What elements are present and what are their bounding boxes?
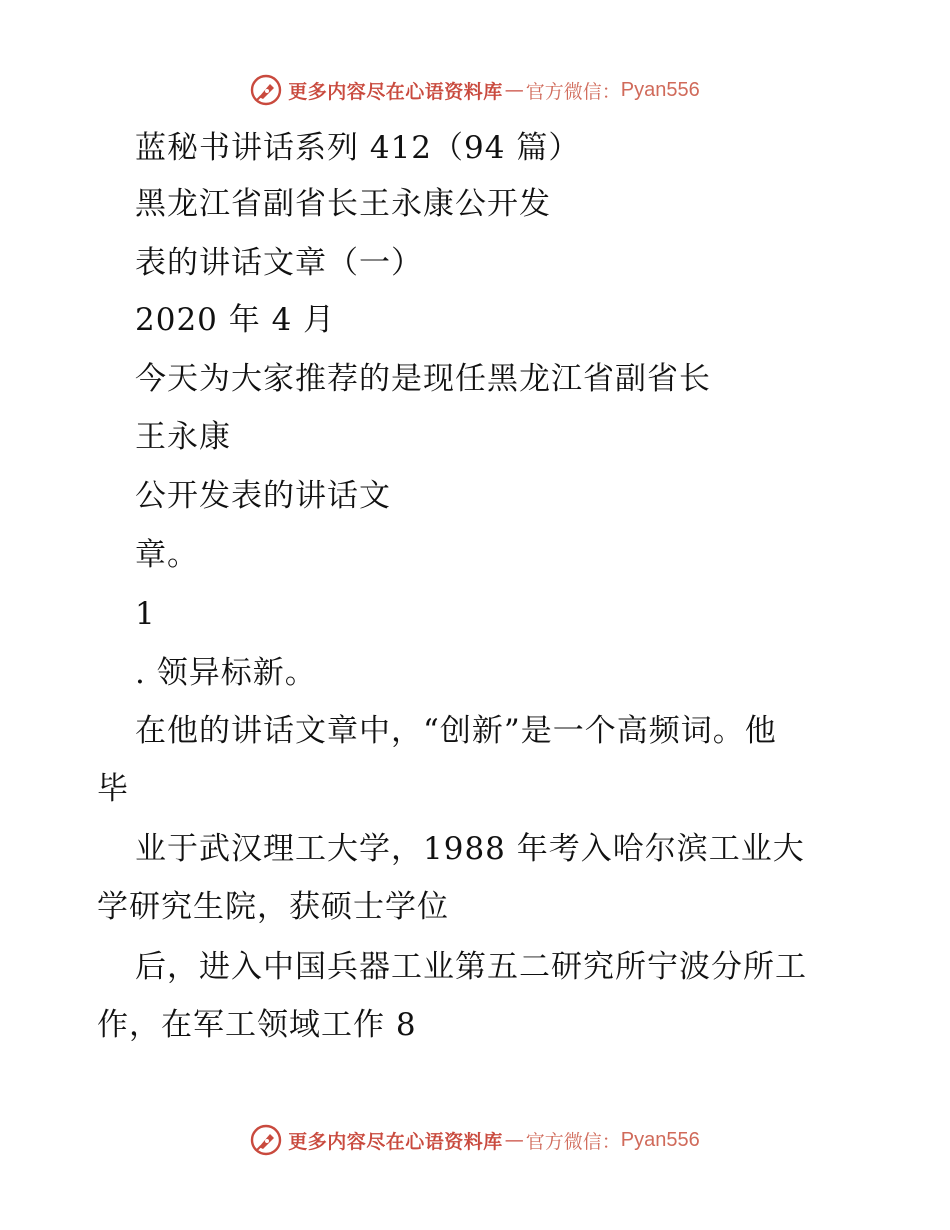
pen-nib-logo-icon <box>250 74 282 106</box>
doc-paragraph-line: 毕 <box>97 771 129 807</box>
doc-paragraph-line: 业于武汉理工大学，1988 年考入哈尔滨工业大 <box>135 831 805 867</box>
banner-separator: — <box>504 1129 524 1151</box>
doc-paragraph-line: 作，在军工领域工作 8 <box>97 1007 417 1043</box>
doc-paragraph-line: 后，进入中国兵器工业第五二研究所宁波分所工 <box>135 949 807 985</box>
doc-section-heading: . 领异标新。 <box>135 655 317 691</box>
doc-date: 2020 年 4 月 <box>135 302 336 338</box>
doc-paragraph-line: 学研究生院，获硕士学位 <box>97 889 449 925</box>
doc-paragraph-line: 在他的讲话文章中，“创新”是一个高频词。他 <box>135 713 777 749</box>
banner-wechat-id: Pyan556 <box>620 78 700 101</box>
pen-nib-logo-icon <box>250 1124 282 1156</box>
doc-paragraph-line: 章。 <box>135 537 199 573</box>
banner-text: 更多内容尽在心语资料库 <box>288 1130 503 1153</box>
banner-wechat-label: 官方微信： <box>525 1130 621 1153</box>
doc-title-line-2: 表的讲话文章（一） <box>135 245 423 281</box>
header-banner <box>0 70 950 110</box>
doc-series-title: 蓝秘书讲话系列 412（94 篇） <box>135 130 581 166</box>
footer-banner <box>0 1120 950 1160</box>
doc-paragraph-line: 王永康 <box>135 419 231 455</box>
banner-separator: — <box>504 79 524 101</box>
doc-paragraph-line: 今天为大家推荐的是现任黑龙江省副省长 <box>135 361 711 397</box>
doc-title-line-1: 黑龙江省副省长王永康公开发 <box>135 186 551 222</box>
doc-section-number: 1 <box>135 596 156 632</box>
banner-wechat-label: 官方微信： <box>525 80 621 103</box>
doc-paragraph-line: 公开发表的讲话文 <box>135 478 391 514</box>
banner-text: 更多内容尽在心语资料库 <box>288 80 503 103</box>
banner-wechat-id: Pyan556 <box>620 1128 700 1151</box>
